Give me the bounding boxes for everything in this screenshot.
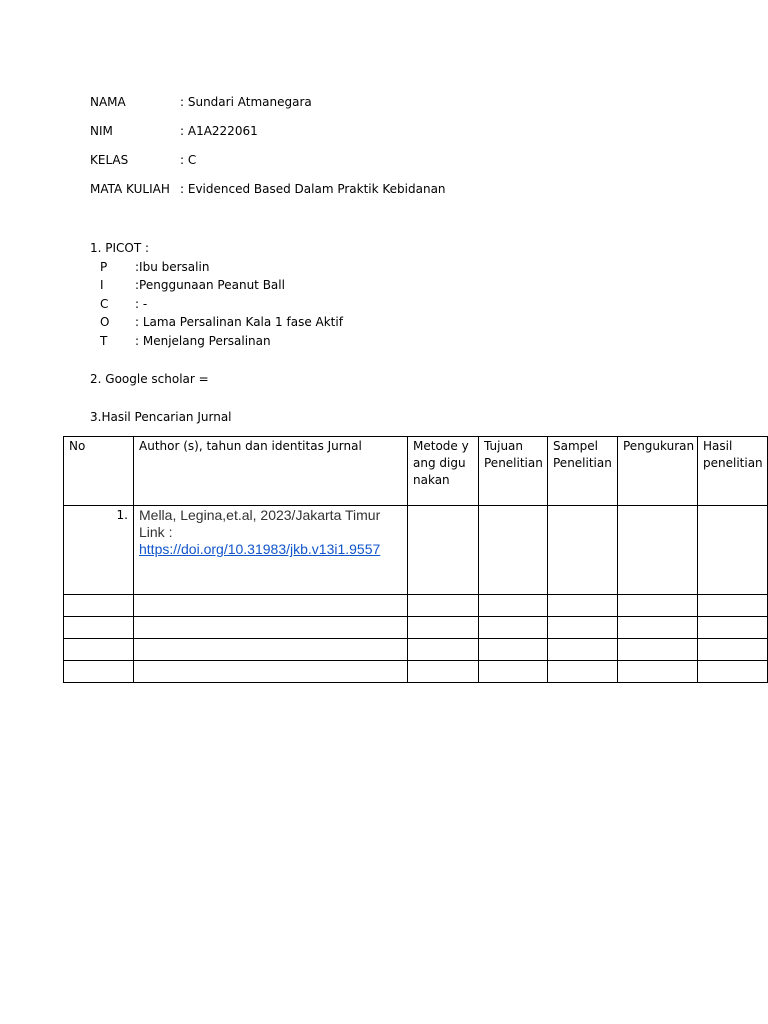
empty-cell (479, 639, 548, 661)
empty-cell (479, 661, 548, 683)
citation-text: Mella, Legina,et.al, 2023/Jakarta Timur (139, 507, 381, 523)
empty-cell (548, 595, 618, 617)
empty-cell (408, 639, 479, 661)
empty-cell (548, 639, 618, 661)
header-author: Author (s), tahun dan identitas Jurnal (134, 437, 408, 506)
picot-letter: C (100, 297, 109, 311)
picot-value: :Ibu bersalin (135, 260, 210, 274)
table-row (64, 639, 768, 661)
info-row-nama (90, 94, 312, 110)
picot-letter: T (100, 334, 108, 348)
table-row (64, 595, 768, 617)
empty-cell (479, 617, 548, 639)
picot-letter: I (100, 278, 104, 292)
empty-cell (618, 595, 698, 617)
row-number: 1. (64, 506, 134, 595)
google-scholar-line: 2. Google scholar = (90, 372, 209, 386)
empty-cell (698, 617, 768, 639)
tujuan-cell (479, 506, 548, 595)
link-label: Link : (139, 524, 173, 540)
table-row (64, 617, 768, 639)
info-row-mata-kuliah (90, 181, 446, 197)
info-label: MATA KULIAH (90, 182, 170, 196)
empty-cell (548, 661, 618, 683)
empty-cell (408, 617, 479, 639)
picot-value: :Penggunaan Peanut Ball (135, 278, 285, 292)
table-row (64, 661, 768, 683)
empty-cell (64, 595, 134, 617)
info-row-nim (90, 123, 258, 139)
results-heading: 3.Hasil Pencarian Jurnal (90, 410, 232, 424)
info-label: KELAS (90, 153, 129, 167)
empty-cell (698, 595, 768, 617)
empty-cell (698, 661, 768, 683)
empty-cell (64, 639, 134, 661)
info-value: : C (180, 153, 197, 167)
empty-cell (134, 661, 408, 683)
empty-cell (64, 617, 134, 639)
empty-cell (134, 639, 408, 661)
hasil-cell (698, 506, 768, 595)
header-metode: Metode yang digunakan (408, 437, 479, 506)
picot-heading: 1. PICOT : (90, 241, 150, 255)
picot-value: : - (135, 297, 148, 311)
table-row (64, 506, 768, 595)
sampel-cell (548, 506, 618, 595)
empty-cell (548, 617, 618, 639)
picot-value: : Menjelang Persalinan (135, 334, 271, 348)
empty-cell (134, 617, 408, 639)
header-hasil: Hasil penelitian (698, 437, 768, 506)
empty-cell (698, 639, 768, 661)
empty-cell (408, 661, 479, 683)
table-header-row (64, 437, 768, 506)
empty-cell (134, 595, 408, 617)
header-tujuan: Tujuan Penelitian (479, 437, 548, 506)
picot-value: : Lama Persalinan Kala 1 fase Aktif (135, 315, 343, 329)
journal-table (63, 436, 768, 683)
pengukuran-cell (618, 506, 698, 595)
empty-cell (618, 661, 698, 683)
empty-cell (479, 595, 548, 617)
info-value: : Evidenced Based Dalam Praktik Kebidanan (180, 182, 446, 196)
info-value: : Sundari Atmanegara (180, 95, 312, 109)
header-sampel: Sampel Penelitian (548, 437, 618, 506)
doi-link[interactable]: https://doi.org/10.31983/jkb.v13i1.9557 (139, 541, 381, 557)
info-label: NIM (90, 124, 113, 138)
picot-letter: O (100, 315, 110, 329)
author-cell (134, 506, 408, 595)
info-row-kelas (90, 152, 196, 168)
empty-cell (64, 661, 134, 683)
empty-cell (618, 617, 698, 639)
header-no: No (64, 437, 134, 506)
info-value: : A1A222061 (180, 124, 258, 138)
picot-letter: P (100, 260, 108, 274)
empty-cell (408, 595, 479, 617)
header-pengukuran: Pengukuran (618, 437, 698, 506)
metode-cell (408, 506, 479, 595)
empty-cell (618, 639, 698, 661)
info-label: NAMA (90, 95, 126, 109)
